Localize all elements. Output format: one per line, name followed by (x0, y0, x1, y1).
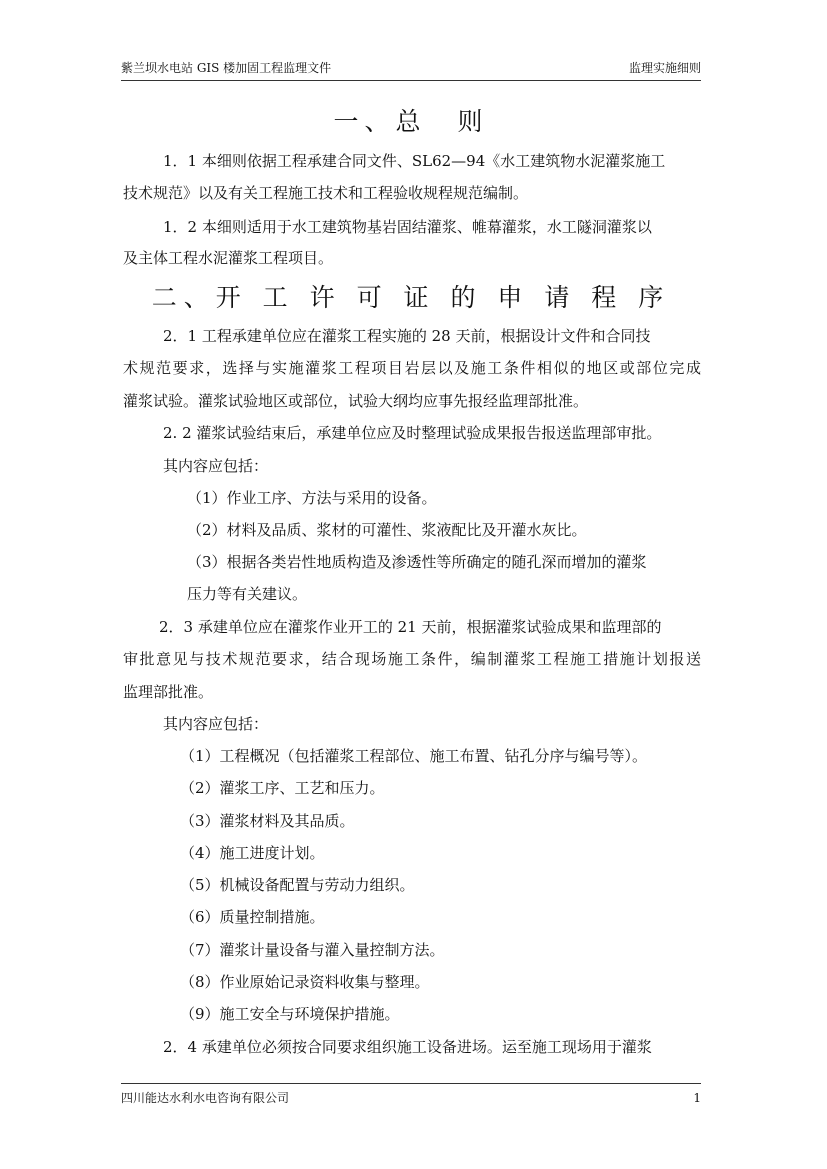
clause-2-3-intro: 其内容应包括： (163, 715, 269, 733)
clause-1-1-line-1: 1．1 本细则依据工程承建合同文件、SL62—94《水工建筑物水泥灌浆施工 (163, 152, 666, 170)
clause-2-2: 2. 2 灌浆试验结束后，承建单位应及时整理试验成果报告报送监理部审批。 (163, 424, 662, 442)
clause-2-3-item-8: （8）作业原始记录资料收集与整理。 (180, 973, 430, 991)
clause-2-1-line-3: 灌浆试验。灌浆试验地区或部位，试验大纲均应事先报经监理部批准。 (123, 392, 589, 410)
clause-2-3-item-6: （6）质量控制措施。 (180, 908, 325, 926)
footer-company: 四川能达水利水电咨询有限公司 (121, 1091, 290, 1105)
clause-1-2-line-2: 及主体工程水泥灌浆工程项目。 (123, 249, 334, 267)
clause-2-3-line-3: 监理部批准。 (123, 683, 214, 701)
section-2-title: 二、开 工 许 可 证 的 申 请 程 序 (151, 283, 671, 312)
page-footer (121, 1083, 701, 1106)
clause-2-1-line-2: 术规范要求，选择与实施灌浆工程项目岩层以及施工条件相似的地区或部位完成 (123, 359, 701, 377)
clause-2-3-item-9: （9）施工安全与环境保护措施。 (180, 1005, 400, 1023)
clause-2-3-line-2: 审批意见与技术规范要求，结合现场施工条件，编制灌浆工程施工措施计划报送 (123, 650, 701, 668)
clause-2-3-item-4: （4）施工进度计划。 (180, 844, 325, 862)
header-section-label: 监理实施细则 (628, 61, 701, 75)
clause-2-3-item-1: （1）工程概况（包括灌浆工程部位、施工布置、钻孔分序与编号等）。 (180, 747, 648, 765)
clause-2-2-item-3-line-1: （3）根据各类岩性地质构造及渗透性等所确定的随孔深而增加的灌浆 (187, 553, 647, 571)
clause-2-2-intro: 其内容应包括： (163, 457, 269, 475)
clause-2-3-item-2: （2）灌浆工序、工艺和压力。 (180, 779, 385, 797)
clause-2-2-item-3-line-2: 压力等有关建议。 (187, 585, 308, 603)
clause-2-2-item-1: （1）作业工序、方法与采用的设备。 (187, 489, 437, 507)
clause-2-3-item-7: （7）灌浆计量设备与灌入量控制方法。 (180, 941, 445, 959)
clause-2-3-line-1: 2．3 承建单位应在灌浆作业开工的 21 天前，根据灌浆试验成果和监理部的 (159, 618, 662, 636)
clause-2-1-line-1: 2．1 工程承建单位应在灌浆工程实施的 28 天前，根据设计文件和合同技 (163, 327, 651, 345)
clause-1-1-line-2: 技术规范》以及有关工程施工技术和工程验收规程规范编制。 (123, 184, 529, 202)
clause-2-3-item-5: （5）机械设备配置与劳动力组织。 (180, 876, 415, 894)
page-number: 1 (693, 1091, 701, 1105)
clause-2-2-item-2: （2）材料及品质、浆材的可灌性、浆液配比及开灌水灰比。 (187, 521, 587, 539)
clause-2-3-item-3: （3）灌浆材料及其品质。 (180, 812, 355, 830)
clause-1-2-line-1: 1．2 本细则适用于水工建筑物基岩固结灌浆、帷幕灌浆，水工隧洞灌浆以 (163, 218, 652, 236)
section-1-title: 一、总 则 (333, 107, 489, 136)
clause-2-4-line-1: 2．4 承建单位必须按合同要求组织施工设备进场。运至施工现场用于灌浆 (163, 1038, 652, 1056)
header-document-title: 紫兰坝水电站 GIS 楼加固工程监理文件 (121, 61, 332, 75)
